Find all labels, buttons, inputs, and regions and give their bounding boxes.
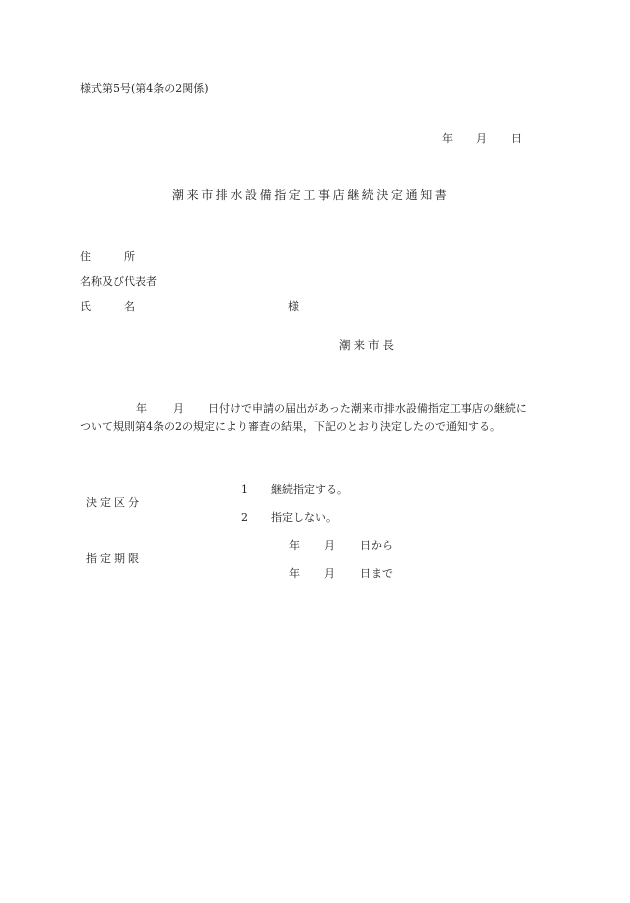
issue-date-month: 月 xyxy=(476,132,487,145)
body-date-year: 年 xyxy=(136,402,147,415)
document-title: 潮来市排水設備指定工事店継続決定通知書 xyxy=(172,188,450,202)
decision-option-2-text: 指定しない。 xyxy=(271,511,337,524)
sender-mayor: 潮来市長 xyxy=(339,338,397,352)
period-to-year: 年 xyxy=(289,567,300,580)
body-line-1: 日付けで申請の届出があった潮来市排水設備指定工事店の継続に xyxy=(208,402,527,415)
decision-option-2-number: 2 xyxy=(241,511,248,524)
period-from-month: 月 xyxy=(324,539,335,552)
decision-option-1-number: 1 xyxy=(241,483,248,496)
period-from-day: 日から xyxy=(360,539,393,552)
form-number: 様式第5号(第4条の2関係) xyxy=(80,82,209,95)
body-date-month: 月 xyxy=(173,402,184,415)
name-label: 氏 名 xyxy=(80,300,135,313)
decision-option-1-text: 継続指定する。 xyxy=(271,483,348,496)
decision-label: 決定区分 xyxy=(86,496,142,509)
body-line-2: ついて規則第4条の2の規定により審査の結果，下記のとおり決定したので通知する。 xyxy=(80,420,501,433)
period-label: 指定期限 xyxy=(86,552,142,565)
period-to-day: 日まで xyxy=(360,567,393,580)
period-to-month: 月 xyxy=(324,567,335,580)
honorific: 様 xyxy=(288,300,299,313)
issue-date-day: 日 xyxy=(511,132,522,145)
issue-date-year: 年 xyxy=(442,132,453,145)
address-label: 住 所 xyxy=(80,250,135,263)
representative-label: 名称及び代表者 xyxy=(80,275,157,288)
period-from-year: 年 xyxy=(289,539,300,552)
